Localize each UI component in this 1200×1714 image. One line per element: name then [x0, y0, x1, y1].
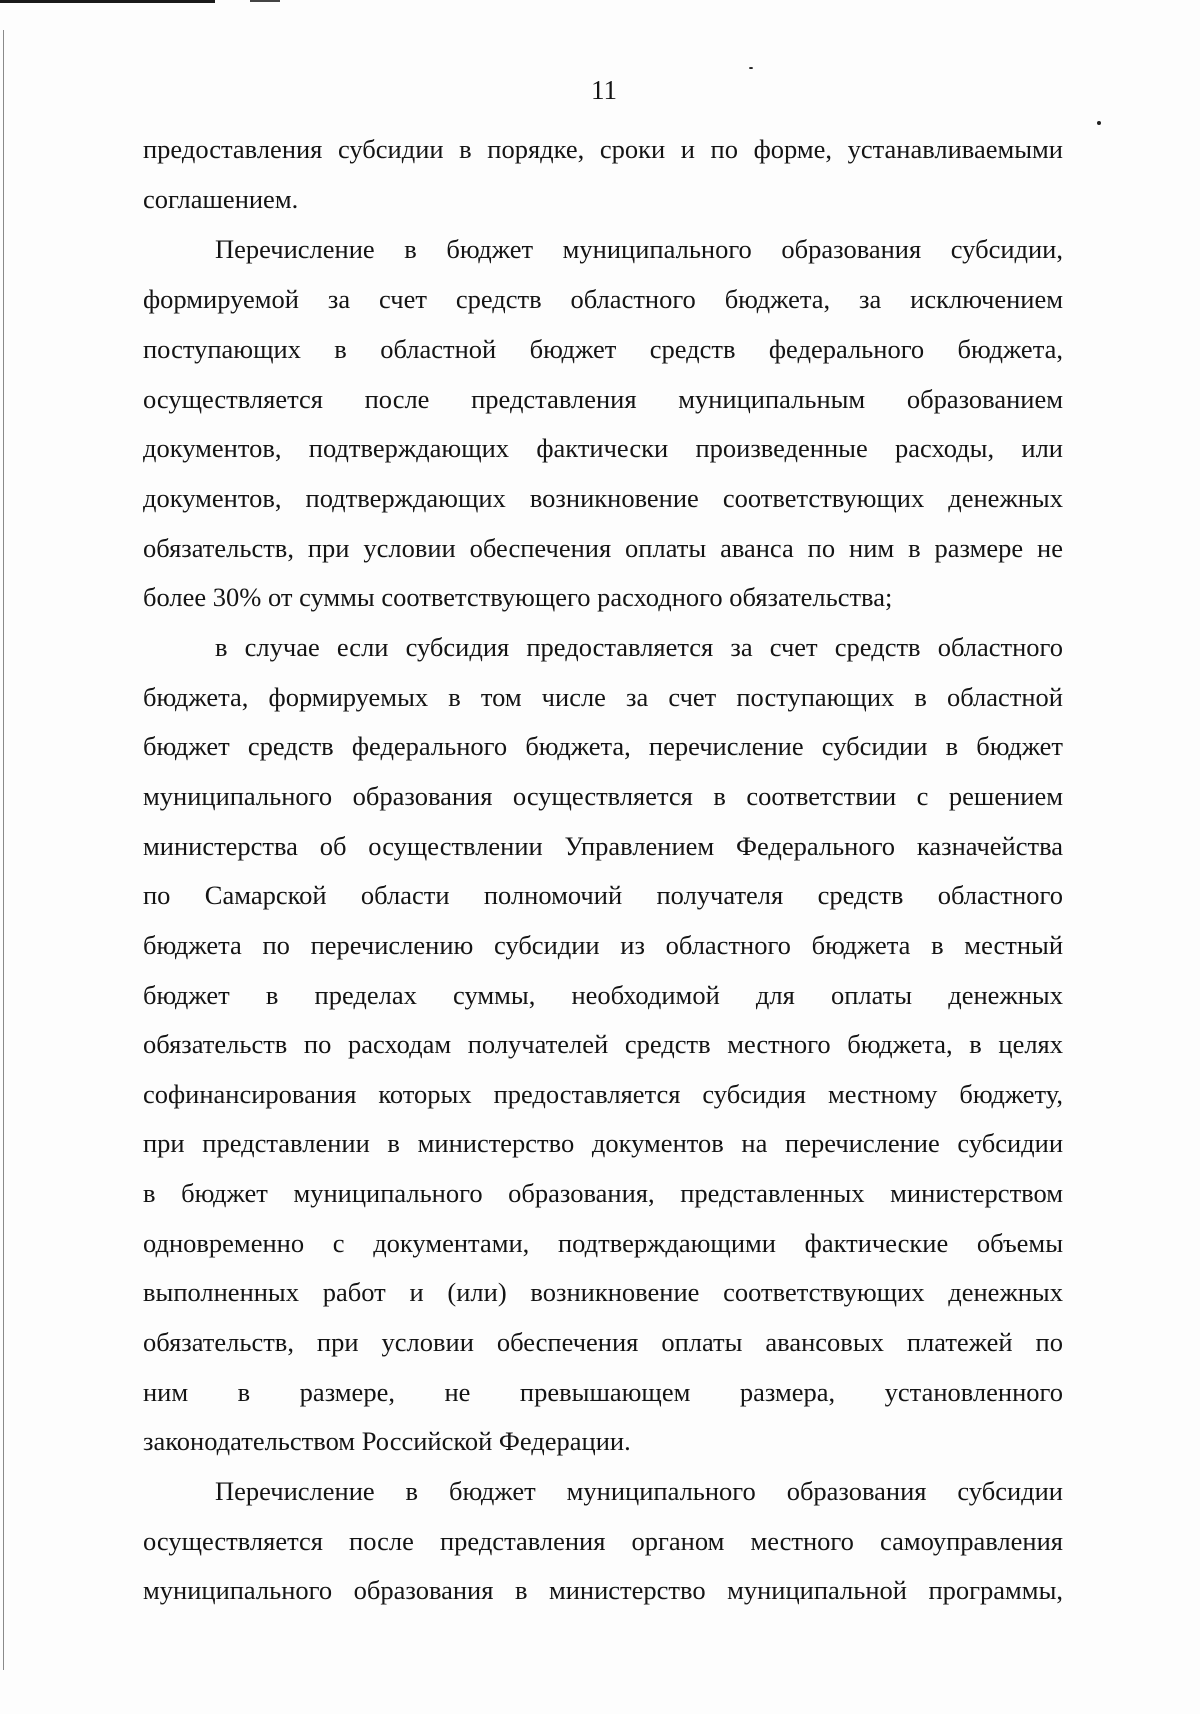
scan-edge-mark: [0, 0, 215, 3]
scan-speck: [1097, 121, 1101, 125]
text-line: бюджета по перечислению субсидии из областного бюджета в местный: [143, 930, 1063, 960]
scan-edge-mark: [250, 0, 280, 2]
text-line: при представлении в министерство документов на перечисление субсидии: [143, 1128, 1063, 1158]
text-line: по Самарской области полномочий получателя средств областного: [143, 880, 1063, 910]
text-line: бюджет в пределах суммы, необходимой для оплаты денежных: [143, 980, 1063, 1010]
text-line: одновременно с документами, подтверждающими фактические объемы: [143, 1228, 1063, 1258]
text-line: ним в размере, не превышающем размера, установленного: [143, 1377, 1063, 1407]
text-line: формируемой за счет средств областного бюджета, за исключением: [143, 284, 1063, 314]
text-line: Перечисление в бюджет муниципального образования субсидии,: [215, 234, 1063, 264]
text-line: муниципального образования осуществляется в соответствии с решением: [143, 781, 1063, 811]
text-line: законодательством Российской Федерации.: [143, 1426, 631, 1456]
text-line: осуществляется после представления муниципальным образованием: [143, 384, 1063, 414]
text-line: документов, подтверждающих фактически произведенные расходы, или: [143, 433, 1063, 463]
text-line: более 30% от суммы соответствующего расходного обязательства;: [143, 582, 893, 612]
text-line: осуществляется после представления органом местного самоуправления: [143, 1526, 1063, 1556]
text-line: бюджет средств федерального бюджета, перечисление субсидии в бюджет: [143, 731, 1063, 761]
text-line: софинансирования которых предоставляется субсидия местному бюджету,: [143, 1079, 1063, 1109]
text-line: обязательств, при условии обеспечения оплаты авансовых платежей по: [143, 1327, 1063, 1357]
text-line: бюджета, формируемых в том числе за счет поступающих в областной: [143, 682, 1063, 712]
text-line: Перечисление в бюджет муниципального образования субсидии: [215, 1476, 1063, 1506]
scan-speck: [749, 67, 753, 69]
text-line: документов, подтверждающих возникновение соответствующих денежных: [143, 483, 1063, 513]
text-line: соглашением.: [143, 184, 299, 214]
text-line: предоставления субсидии в порядке, сроки и по форме, устанавливаемыми: [143, 134, 1063, 164]
text-line: министерства об осуществлении Управлением Федерального казначейства: [143, 831, 1063, 861]
text-line: в бюджет муниципального образования, представленных министерством: [143, 1178, 1063, 1208]
page-number: [0, 70, 1200, 110]
text-line: в случае если субсидия предоставляется за счет средств областного: [215, 632, 1063, 662]
text-line: обязательств по расходам получателей средств местного бюджета, в целях: [143, 1029, 1063, 1059]
text-line: выполненных работ и (или) возникновение соответствующих денежных: [143, 1277, 1063, 1307]
text-line: обязательств, при условии обеспечения оплаты аванса по ним в размере не: [143, 533, 1063, 563]
text-line: муниципального образования в министерство муниципальной программы,: [143, 1575, 1063, 1605]
text-line: поступающих в областной бюджет средств федерального бюджета,: [143, 334, 1063, 364]
scan-edge-line: [3, 30, 4, 1670]
page-number-text: 11: [591, 75, 617, 105]
